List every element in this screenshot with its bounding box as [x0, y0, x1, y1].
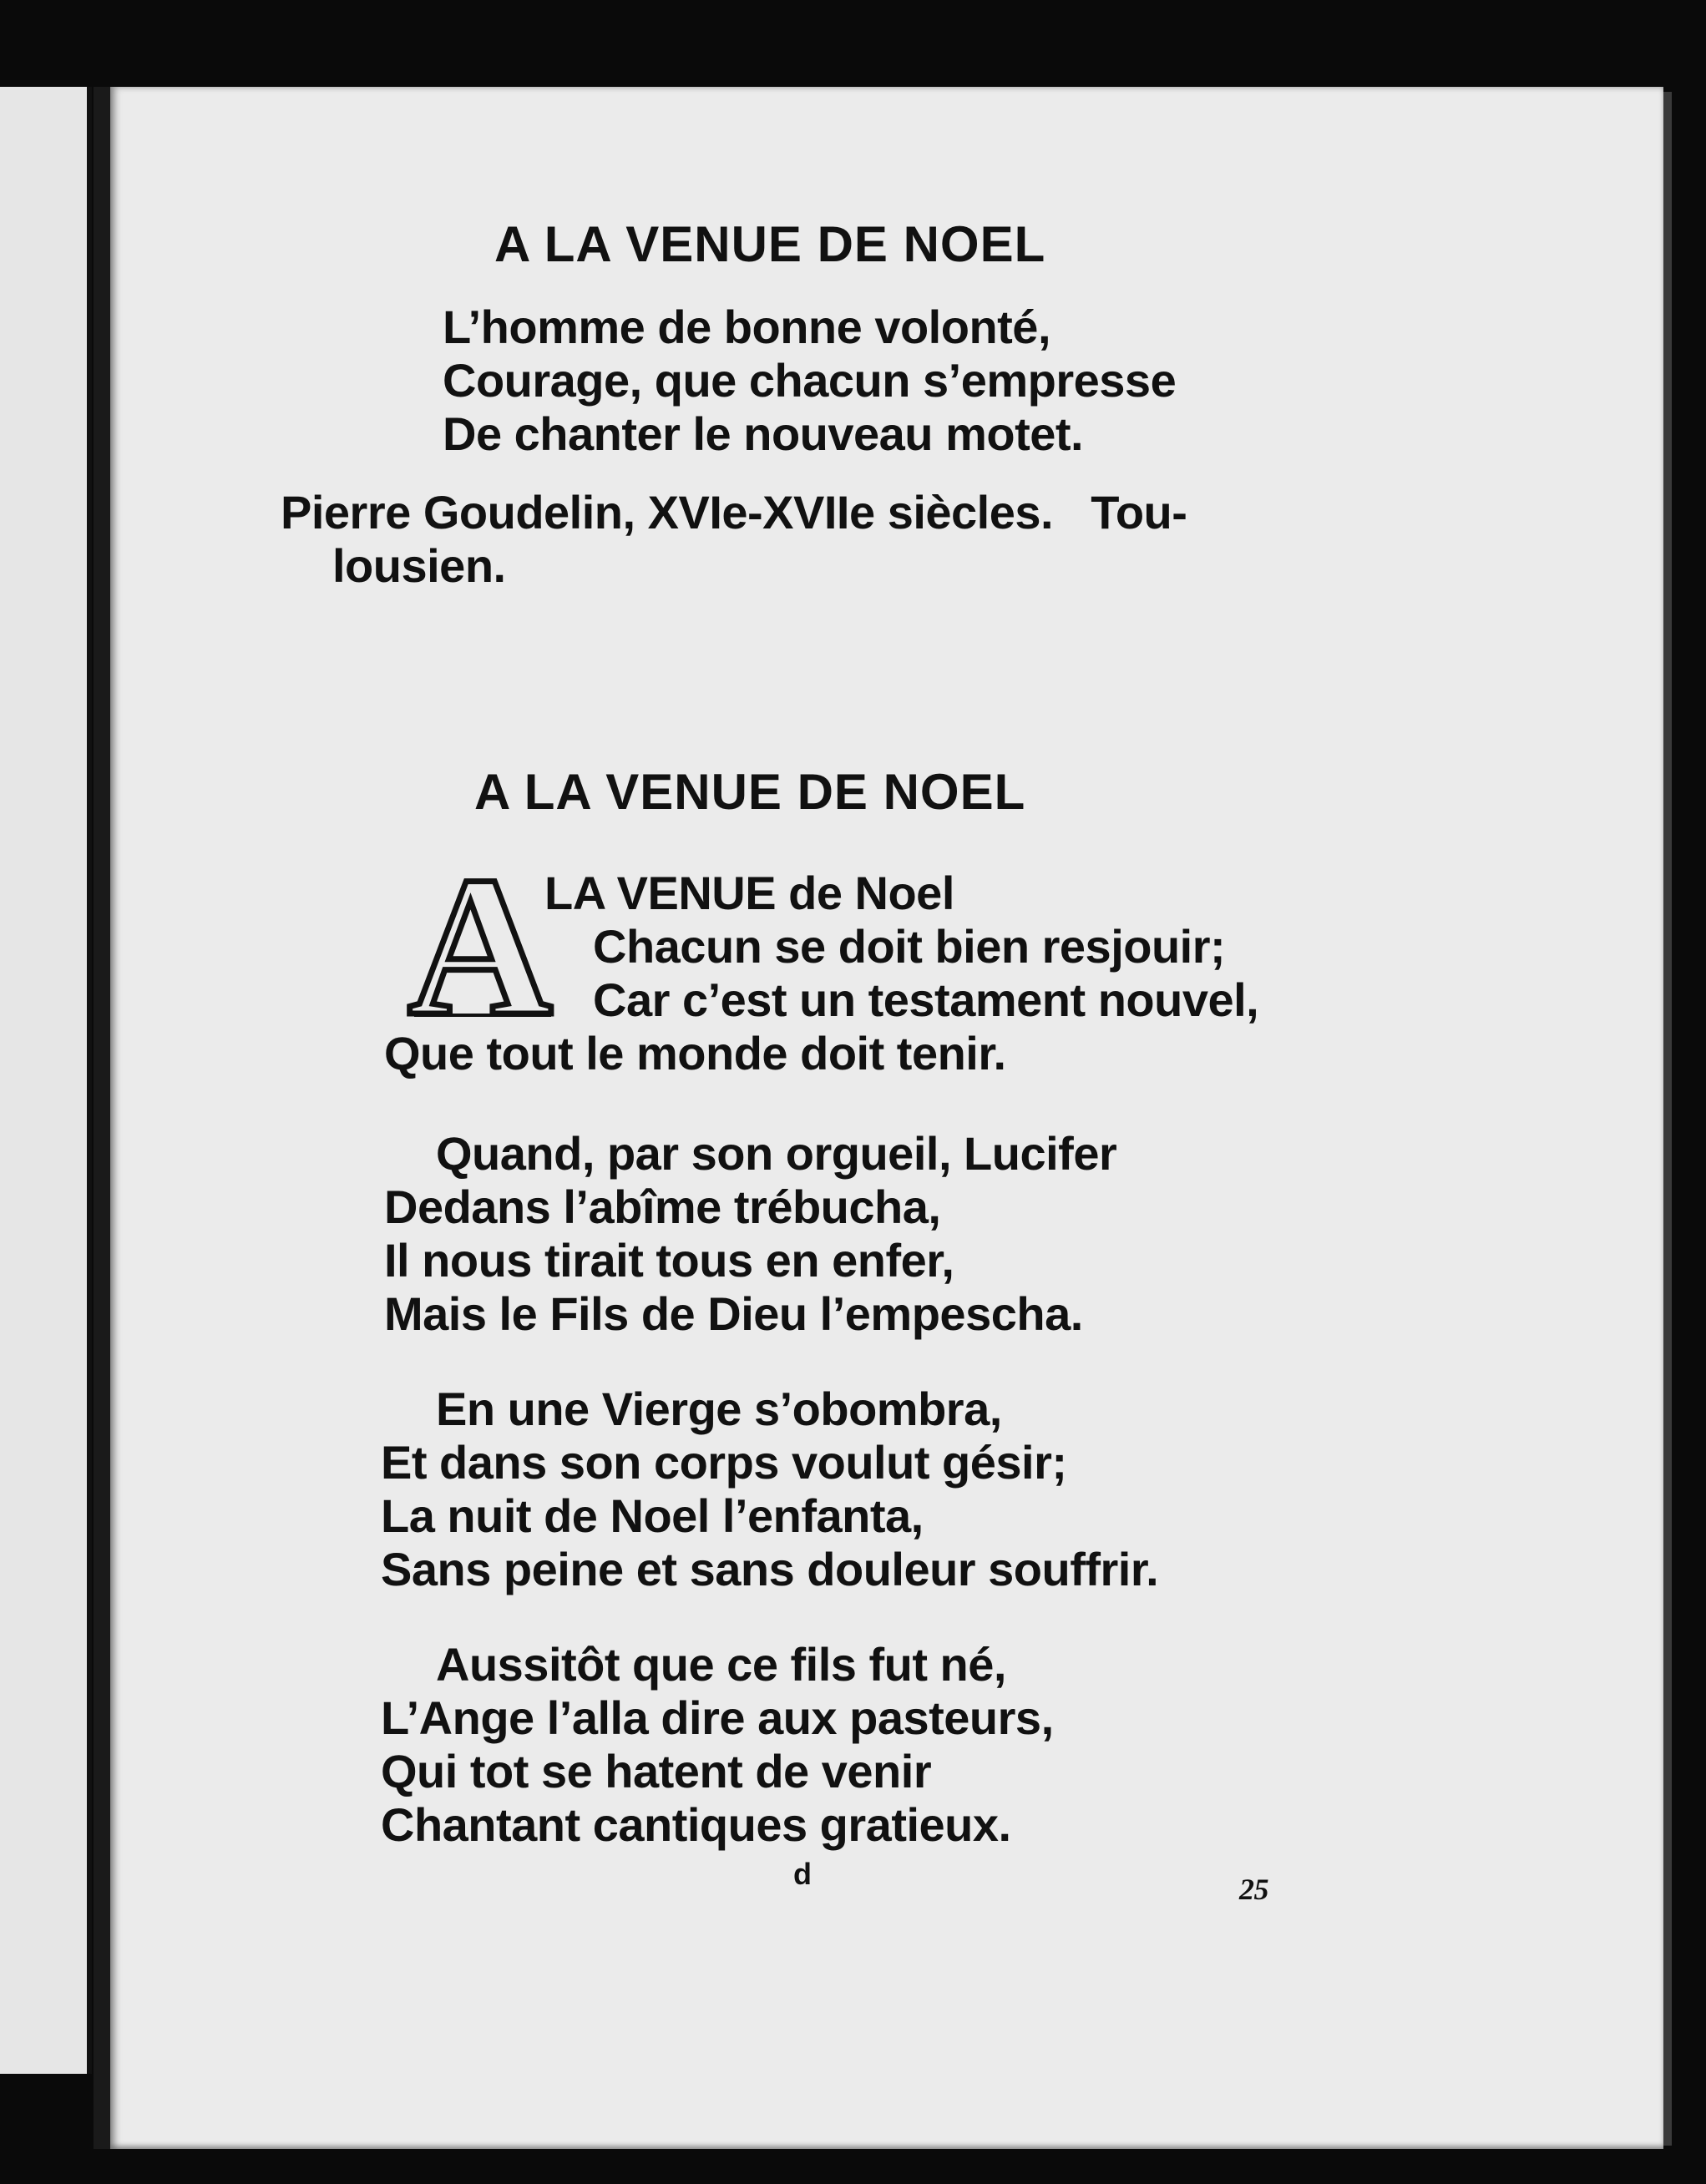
facing-page-edge: [0, 87, 92, 2074]
stanza1-line-1: LA VENUE de Noel: [544, 867, 954, 919]
poem1-line-2: Courage, que chacun s’empresse: [443, 354, 1177, 407]
poem1-line-1: L’homme de bonne volonté,: [443, 301, 1050, 353]
poem1-attribution-line-2: lousien.: [332, 539, 506, 592]
stanza3-line-4: Sans peine et sans douleur souffrir.: [381, 1543, 1159, 1595]
dropcap-glyph: A: [408, 865, 553, 1024]
signature-mark: d: [793, 1857, 812, 1891]
stanza3-line-3: La nuit de Noel l’enfanta,: [381, 1489, 924, 1542]
stanza2-line-1: Quand, par son orgueil, Lucifer: [436, 1127, 1117, 1180]
stanza4-line-2: L’Ange l’alla dire aux pasteurs,: [381, 1691, 1054, 1744]
decorated-dropcap-letter: [392, 865, 568, 1024]
poem1-line-3: De chanter le nouveau motet.: [443, 407, 1084, 460]
stanza4-line-1: Aussitôt que ce fils fut né,: [436, 1638, 1006, 1691]
stanza2-line-2: Dedans l’abîme trébucha,: [384, 1180, 941, 1233]
stanza3-line-2: Et dans son corps voulut gésir;: [381, 1436, 1067, 1489]
stanza4-line-3: Qui tot se hatent de venir: [381, 1745, 932, 1797]
stanza4-line-4: Chantant cantiques gratieux.: [381, 1798, 1011, 1851]
poem1-title: A LA VENUE DE NOEL: [494, 216, 1046, 272]
poem2-title: A LA VENUE DE NOEL: [474, 764, 1026, 820]
stanza1-line-4: Que tout le monde doit tenir.: [384, 1027, 1006, 1079]
page-number: 25: [1239, 1873, 1268, 1906]
book-spine: [94, 87, 110, 2149]
stanza1-line-2: Chacun se doit bien resjouir;: [593, 920, 1226, 973]
stanza2-line-4: Mais le Fils de Dieu l’empescha.: [384, 1287, 1083, 1340]
poem1-attribution-line-1: Pierre Goudelin, XVIe-XVIIe siècles. Tou-: [281, 486, 1187, 538]
stanza1-line-3: Car c’est un testament nouvel,: [593, 973, 1259, 1026]
page-edge-shadow: [1663, 92, 1672, 2146]
stanza2-line-3: Il nous tirait tous en enfer,: [384, 1234, 954, 1287]
stanza3-line-1: En une Vierge s’obombra,: [436, 1383, 1002, 1435]
